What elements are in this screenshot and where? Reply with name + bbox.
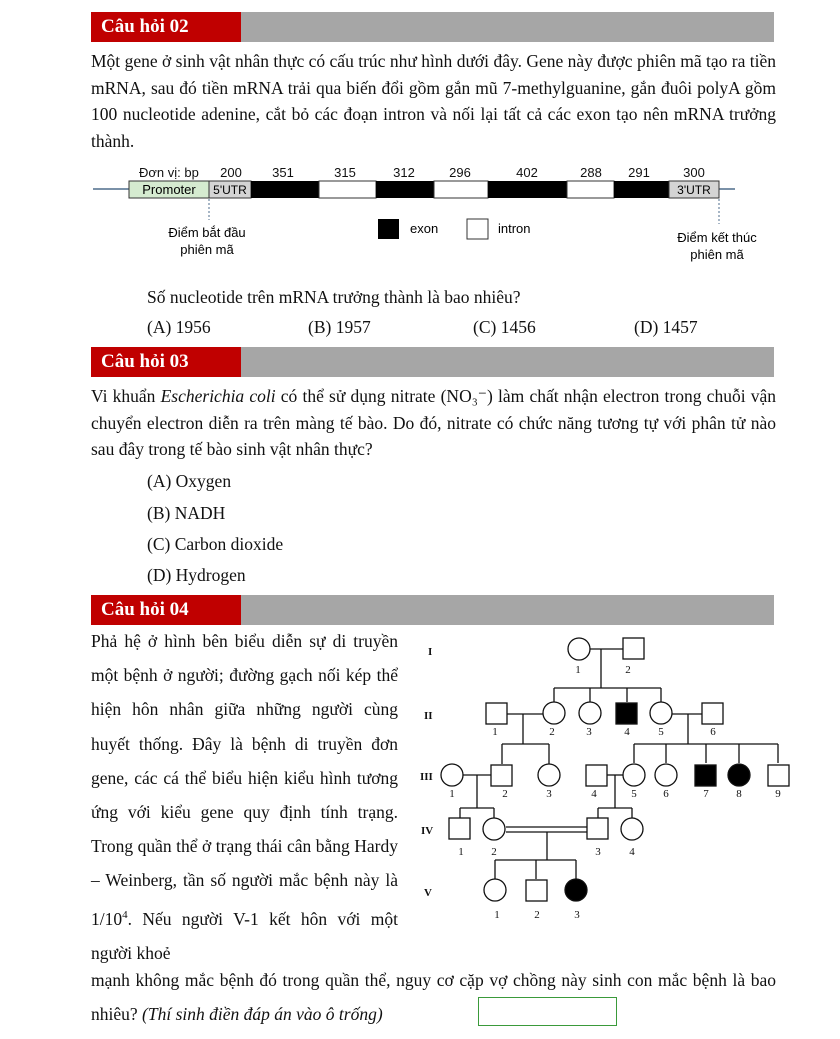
individual-number: 4 [629,846,635,858]
text-part: . Nếu người V-1 kết hôn với một người khoẻ [91,908,398,963]
utr5-label: 5'UTR [213,183,247,197]
individual-number: 8 [736,788,742,800]
option-b[interactable]: (B) NADH [147,503,226,523]
individual-number: 1 [449,788,455,800]
gene-structure-diagram [0,158,840,268]
pedigree-male [526,880,547,901]
legend-exon-swatch [378,219,399,239]
individual-number: 2 [491,846,497,858]
question-02-prompt: Số nucleotide trên mRNA trưởng thành là bao nhiêu? [147,287,521,307]
exponent: 4 [122,908,128,921]
pedigree-male [623,638,644,659]
pedigree-female [579,702,601,724]
option-a[interactable]: (A) Oxygen [147,471,232,491]
unit-label: Đơn vị: bp [139,165,199,180]
answer-input[interactable] [478,997,617,1026]
pedigree-male [587,818,608,839]
individual-number: 9 [775,788,781,800]
pedigree-female [538,764,560,786]
pedigree-female-affected [565,879,587,901]
species-name: Escherichia coli [160,386,276,406]
end-label: Điểm kết thúc [677,230,757,245]
individual-number: 3 [595,846,601,858]
text-part: Phả hệ ở hình bên biểu diễn sự di truyền một bệnh ở người; đường gạch nối kép thể hiện hôn nhân giữa những người cùng huyết thống. Đây là bệnh di truyền đơn gene, các cá thể biểu hiện kiểu hình tương ứng với kiểu gene quy định tính trạng. Trong quần thể ở trạng thái cân bằng Hardy – Weinberg, tần số người mắc bệnh này là 1/10 [91,631,398,929]
option-c[interactable]: (C) 1456 [473,317,536,337]
length-label: 300 [683,165,705,180]
legend-intron-label: intron [498,221,531,236]
individual-number: 4 [624,726,630,738]
pedigree-male [702,703,723,724]
intron-segment [319,181,376,198]
pedigree-female [568,638,590,660]
individual-number: 6 [663,788,669,800]
individual-number: 2 [549,726,555,738]
pedigree-chart [410,630,800,930]
pedigree-male [768,765,789,786]
individual-number: 5 [658,726,664,738]
legend-exon-label: exon [410,221,439,236]
individual-number: 5 [631,788,637,800]
text-part: mạnh không mắc bệnh đó trong quần thể, nguy cơ cặp vợ chồng này sinh con mắc bệnh là bao nhiêu? [91,970,776,1024]
question-04-tag: Câu hỏi 04 [91,595,241,625]
pedigree-female [441,764,463,786]
question-04-text-side [91,624,398,970]
start-label: Điểm bắt đầu [168,225,246,240]
question-04-text-bottom [91,963,776,1031]
pedigree-male [486,703,507,724]
pedigree-female [543,702,565,724]
individual-number: 1 [492,726,498,738]
individual-number: 2 [534,909,540,921]
intron-segment [434,181,488,198]
length-label: 312 [393,165,415,180]
length-label: 315 [334,165,356,180]
individual-number: 7 [703,788,709,800]
length-label: 351 [272,165,294,180]
exon-segment [488,181,567,198]
text-part: có thể sử dụng nitrate (NO₃⁻) làm chất nhận electron trong chuỗi vận chuyển electron diễn ra trên màng tế bào. Do đó, nitrate có chức năng tương tự với phân tử nào sau đây trong tế bào sinh vật nhân thực? [91,386,777,459]
individual-number: 1 [458,846,464,858]
length-label: 200 [220,165,242,180]
exon-segment [251,181,319,198]
end-label: phiên mã [690,247,744,262]
exon-segment [614,181,669,198]
length-label: 288 [580,165,602,180]
question-02-header [91,12,774,42]
generation-label: I [428,646,433,658]
generation-label: V [424,887,432,899]
question-03-text [91,383,776,463]
intron-segment [567,181,614,198]
generation-label: IV [421,825,434,837]
individual-number: 6 [710,726,716,738]
length-label: 296 [449,165,471,180]
option-c[interactable]: (C) Carbon dioxide [147,534,284,554]
pedigree-female [623,764,645,786]
length-label: 402 [516,165,538,180]
option-b[interactable]: (B) 1957 [308,317,371,337]
individual-number: 1 [494,909,500,921]
pedigree-male [449,818,470,839]
individual-number: 3 [546,788,552,800]
individual-number: 1 [575,664,581,676]
generation-label: II [424,710,433,722]
legend-intron-swatch [467,219,488,239]
instruction-note: (Thí sinh điền đáp án vào ô trống) [142,1004,383,1024]
pedigree-male-affected [616,703,637,724]
question-02-text: Một gene ở sinh vật nhân thực có cấu trúc như hình dưới đây. Gene này được phiên mã tạo ra tiền mRNA, sau đó tiền mRNA trải qua biến đổi gồm gắn mũ 7-methylguanine, gắn đuôi polyA gồm 100 nucleotide adenine, cắt bỏ các đoạn intron và nối lại tất cả các exon tạo nên mRNA trưởng thành. [91,51,776,151]
generation-label: III [420,771,433,783]
pedigree-female [650,702,672,724]
question-04-header [91,595,774,625]
pedigree-male [586,765,607,786]
option-d[interactable]: (D) Hydrogen [147,565,246,585]
pedigree-female-affected [728,764,750,786]
utr3-label: 3'UTR [677,183,711,197]
start-label: phiên mã [180,242,234,257]
individual-number: 4 [591,788,597,800]
question-03-header [91,347,774,377]
option-a[interactable]: (A) 1956 [147,317,211,337]
individual-number: 2 [625,664,631,676]
option-d[interactable]: (D) 1457 [634,317,698,337]
question-02-tag: Câu hỏi 02 [91,12,241,42]
pedigree-male-affected [695,765,716,786]
individual-number: 3 [586,726,592,738]
pedigree-female [621,818,643,840]
question-03-tag: Câu hỏi 03 [91,347,241,377]
text-part: Vi khuẩn [91,386,161,406]
pedigree-female [655,764,677,786]
promoter-label: Promoter [142,182,196,197]
length-label: 291 [628,165,650,180]
exon-segment [376,181,434,198]
individual-number: 2 [502,788,508,800]
pedigree-male [491,765,512,786]
pedigree-female [484,879,506,901]
pedigree-female [483,818,505,840]
individual-number: 3 [574,909,580,921]
